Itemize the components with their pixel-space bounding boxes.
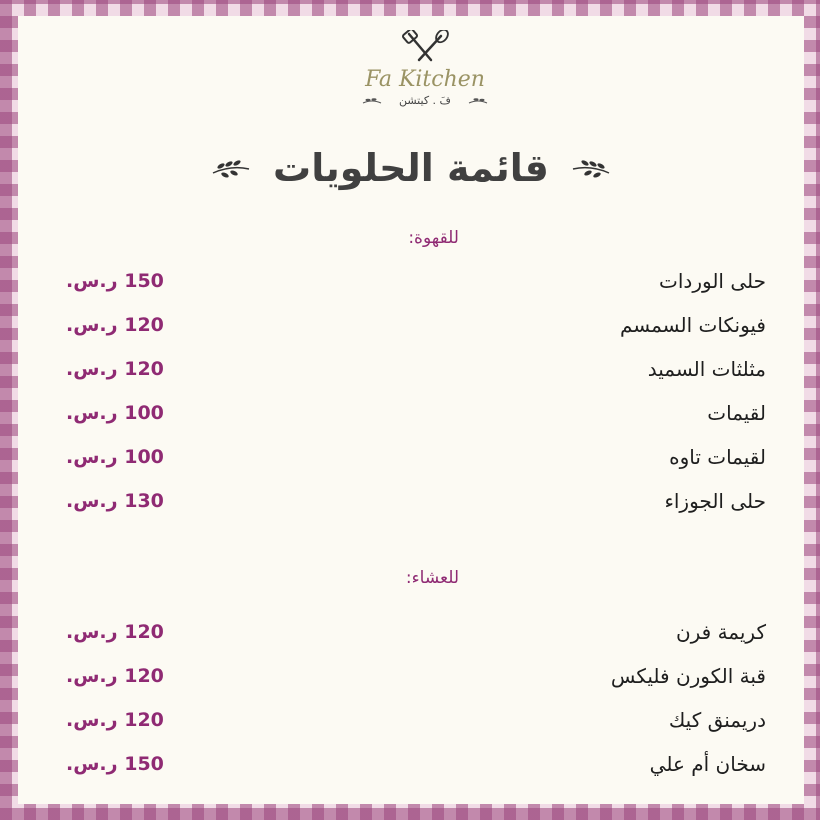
item-price: 120 ر.س.	[66, 665, 164, 687]
leaf-sprig-icon	[468, 96, 488, 106]
item-name: لقيمات	[707, 401, 766, 425]
item-price: 120 ر.س.	[66, 709, 164, 731]
menu-item-row	[66, 354, 766, 384]
menu-card	[18, 16, 804, 804]
item-price: 150 ر.س.	[66, 270, 164, 292]
item-name: مثلثات السميد	[647, 357, 766, 381]
item-price: 100 ر.س.	[66, 402, 164, 424]
item-name: حلى الجوزاء	[664, 489, 766, 513]
item-price: 100 ر.س.	[66, 446, 164, 468]
leaf-sprig-icon	[362, 96, 382, 106]
item-name: سخان أم علي	[649, 752, 766, 776]
menu-item-row	[66, 661, 766, 691]
section-heading-coffee: للقهوة:	[408, 228, 459, 248]
item-name: دريمنق كيك	[668, 708, 766, 732]
menu-title-row	[18, 138, 804, 198]
menu-item-row	[66, 266, 766, 296]
item-price: 120 ر.س.	[66, 314, 164, 336]
laurel-branch-icon	[571, 155, 611, 181]
item-price: 120 ر.س.	[66, 358, 164, 380]
section-heading-dinner: للعشاء:	[405, 568, 459, 588]
item-name: قبة الكورن فليكس	[610, 664, 766, 688]
menu-item-row	[66, 705, 766, 735]
item-price: 120 ر.س.	[66, 621, 164, 643]
logo-subtitle: فَ . كيتشن	[399, 94, 451, 107]
brand-logo	[350, 30, 500, 130]
menu-item-row	[66, 442, 766, 472]
item-name: كريمة فرن	[675, 620, 766, 644]
menu-title: قائمة الحلويات	[273, 146, 549, 190]
item-price: 130 ر.س.	[66, 490, 164, 512]
menu-item-row	[66, 310, 766, 340]
item-name: فيونكات السمسم	[619, 313, 766, 337]
menu-item-row	[66, 398, 766, 428]
menu-item-row	[66, 486, 766, 516]
item-name: لقيمات تاوه	[669, 445, 766, 469]
menu-item-row	[66, 617, 766, 647]
logo-wordmark: Fa Kitchen	[365, 67, 485, 92]
whisk-spatula-icon	[395, 30, 455, 66]
laurel-branch-icon	[211, 155, 251, 181]
menu-item-row	[66, 749, 766, 779]
item-price: 150 ر.س.	[66, 753, 164, 775]
item-name: حلى الوردات	[659, 269, 766, 293]
